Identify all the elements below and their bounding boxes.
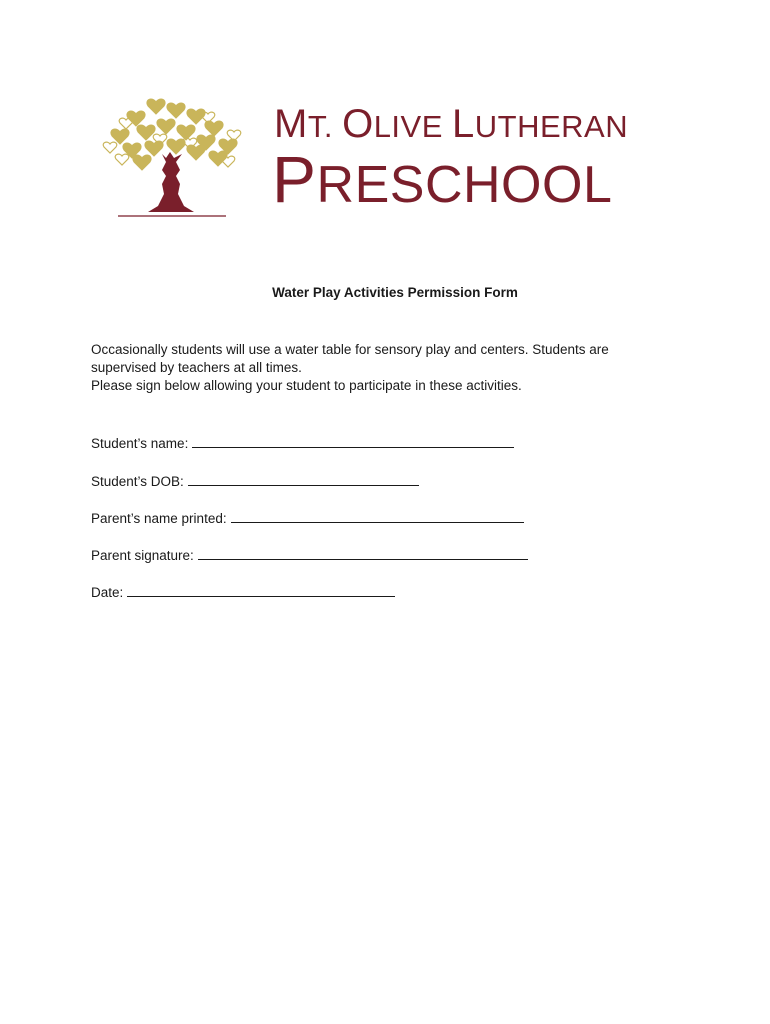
intro-instruction: Please sign below allowing your student to participate in these activities. <box>91 378 522 393</box>
form-title: Water Play Activities Permission Form <box>272 285 518 300</box>
student-name-field <box>91 435 514 451</box>
date-field <box>91 584 395 600</box>
field-label: Parent’s name printed: <box>91 511 227 526</box>
field-label: Parent signature: <box>91 548 194 563</box>
parent-name-printed-blank[interactable] <box>231 510 524 523</box>
parent-signature-blank[interactable] <box>198 547 528 560</box>
logo-line-preschool: PRESCHOOL <box>272 142 613 216</box>
parent-signature-field <box>91 547 528 563</box>
field-label: Date: <box>91 585 124 600</box>
form-intro <box>91 341 651 395</box>
student-dob-field <box>91 473 419 489</box>
logo-line-school-name: MT. OLIVE LUTHERAN <box>274 102 629 146</box>
intro-paragraph: Occasionally students will use a water table for sensory play and centers. Students are supervised by teachers at all times. <box>91 342 609 375</box>
parent-name-printed-field <box>91 510 524 526</box>
heart-tree-icon <box>96 92 246 224</box>
student-name-blank[interactable] <box>192 435 514 448</box>
student-dob-blank[interactable] <box>188 473 419 486</box>
field-label: Student’s DOB: <box>91 474 184 489</box>
field-label: Student’s name: <box>91 436 189 451</box>
date-blank[interactable] <box>127 584 395 597</box>
school-logo-text <box>272 104 632 222</box>
